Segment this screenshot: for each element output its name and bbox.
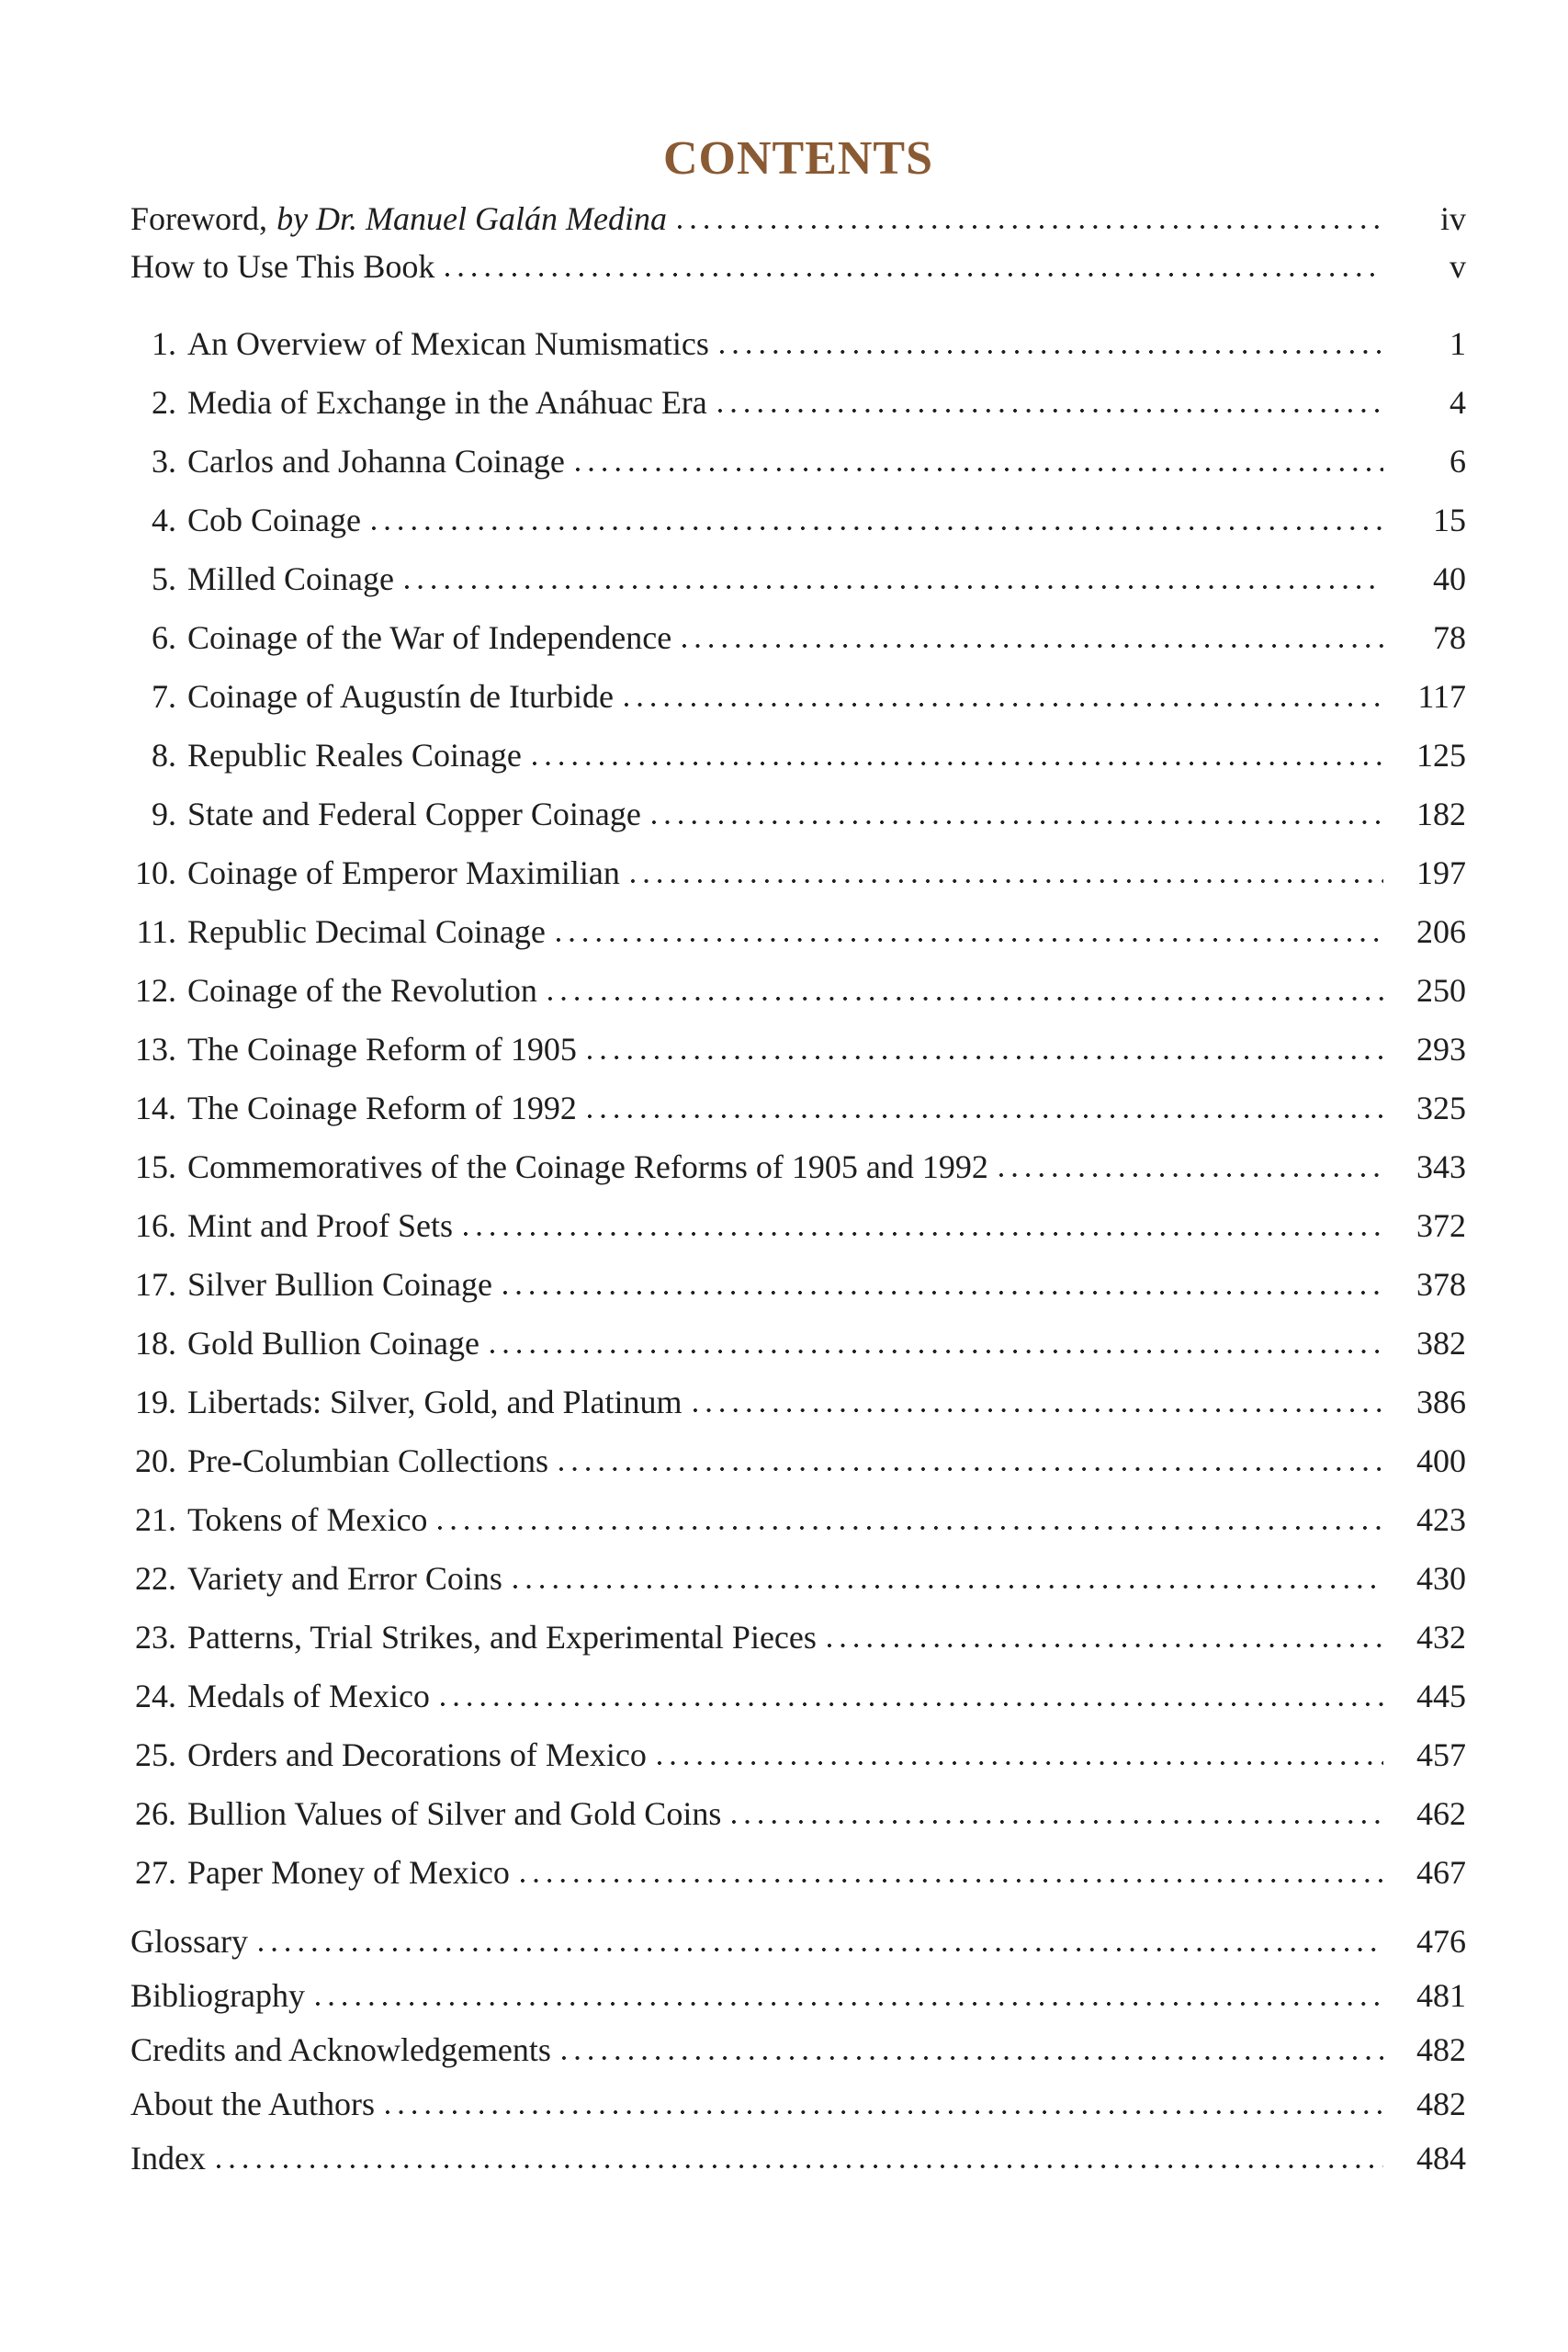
page-number: 40 [1433, 560, 1466, 597]
toc-entry [130, 1969, 1466, 2023]
dot-leader [588, 1114, 1383, 1119]
entry-title: Coinage of the War of Independence [187, 619, 672, 656]
page-number: 481 [1416, 1977, 1466, 2014]
chapter-number: 12. [135, 972, 176, 1009]
page-number: 182 [1416, 796, 1466, 832]
entry-title-italic: by Dr. Manuel Galán Medina [276, 200, 667, 237]
entry-title: Paper Money of Mexico [187, 1854, 510, 1891]
dot-leader [503, 1290, 1383, 1295]
entry-title: Patterns, Trial Strikes, and Experimental Pieces [187, 1619, 817, 1656]
entry-title: The Coinage Reform of 1905 [187, 1031, 577, 1068]
chapter-number: 16. [135, 1207, 176, 1244]
chapter-number: 24. [135, 1678, 176, 1714]
dot-leader [464, 1231, 1383, 1237]
chapter-number: 5. [152, 560, 176, 597]
toc-entry [130, 902, 1466, 961]
entry-title: Tokens of Mexico [187, 1501, 428, 1538]
entry-title: Medals of Mexico [187, 1678, 430, 1714]
dot-leader [658, 1760, 1383, 1766]
dot-leader [625, 702, 1383, 707]
dot-leader [548, 996, 1383, 1001]
entry-title: Index [130, 2140, 206, 2177]
chapter-number: 9. [152, 796, 176, 832]
page-number: 423 [1416, 1501, 1466, 1538]
page-number: 482 [1416, 2086, 1466, 2122]
chapter-number: 2. [152, 384, 176, 421]
entry-title: Foreword, [130, 200, 267, 237]
page-number: 400 [1416, 1442, 1466, 1479]
dot-leader [732, 1819, 1383, 1825]
dot-leader [720, 349, 1383, 355]
dot-leader [316, 2001, 1383, 2007]
page-number: 430 [1416, 1560, 1466, 1597]
toc-entry [130, 1431, 1466, 1490]
chapter-number: 11. [136, 913, 176, 950]
chapter-number: 7. [152, 678, 176, 715]
toc-entry [130, 843, 1466, 902]
toc-entry [130, 1784, 1466, 1843]
chapter-number: 1. [152, 325, 176, 362]
entry-title: Variety and Error Coins [187, 1560, 502, 1597]
page-number: 197 [1416, 854, 1466, 891]
page-number: 1 [1450, 325, 1466, 362]
entry-title: Pre-Columbian Collections [187, 1442, 548, 1479]
dot-leader [259, 1947, 1383, 1952]
toc-entry [130, 1843, 1466, 1902]
dot-leader [678, 224, 1383, 230]
entry-title: Commemoratives of the Coinage Reforms of 1905 and 1992 [187, 1148, 988, 1185]
page-number: 78 [1433, 619, 1466, 656]
dot-leader [576, 467, 1383, 472]
chapter-number: 13. [135, 1031, 176, 1068]
chapter-number: 4. [152, 502, 176, 538]
entry-title: The Coinage Reform of 1992 [187, 1090, 577, 1126]
chapter-number: 15. [135, 1148, 176, 1185]
page-number: 325 [1416, 1090, 1466, 1126]
page-number: v [1450, 248, 1466, 285]
toc-entry [130, 1079, 1466, 1137]
toc-front-matter [130, 195, 1466, 290]
toc-chapters [130, 314, 1466, 1902]
dot-leader [682, 643, 1383, 649]
toc-entry [130, 1667, 1466, 1725]
chapter-number: 20. [135, 1442, 176, 1479]
chapter-number: 26. [135, 1795, 176, 1832]
page-number: 250 [1416, 972, 1466, 1009]
chapter-number: 17. [135, 1266, 176, 1303]
toc-entry [130, 1314, 1466, 1373]
entry-title: About the Authors [130, 2086, 375, 2122]
dot-leader [513, 1584, 1383, 1589]
toc-entry [130, 1915, 1466, 1969]
page-number: 117 [1417, 678, 1466, 715]
page-number: 462 [1416, 1795, 1466, 1832]
toc-entry [130, 785, 1466, 843]
entry-title: Republic Reales Coinage [187, 737, 522, 774]
page-number: 457 [1416, 1736, 1466, 1773]
toc-entry [130, 1725, 1466, 1784]
toc-entry [130, 1196, 1466, 1255]
page-number: 445 [1416, 1678, 1466, 1714]
chapter-number: 22. [135, 1560, 176, 1597]
dot-leader [386, 2109, 1383, 2115]
toc-entry [130, 961, 1466, 1020]
toc-entry [130, 314, 1466, 373]
entry-title: Coinage of the Revolution [187, 972, 537, 1009]
page-number: 372 [1416, 1207, 1466, 1244]
page-number: iv [1439, 200, 1466, 237]
chapter-number: 27. [135, 1854, 176, 1891]
entry-title: Gold Bullion Coinage [187, 1325, 479, 1362]
dot-leader [521, 1878, 1383, 1883]
dot-leader [441, 1702, 1383, 1707]
dot-leader [533, 761, 1383, 766]
toc-entry [130, 195, 1466, 243]
entry-title: Coinage of Augustín de Iturbide [187, 678, 614, 715]
page-number: 386 [1416, 1384, 1466, 1420]
chapter-number: 14. [135, 1090, 176, 1126]
toc-entry [130, 549, 1466, 608]
entry-title: Carlos and Johanna Coinage [187, 443, 565, 480]
entry-title: An Overview of Mexican Numismatics [187, 325, 709, 362]
page-number: 482 [1416, 2031, 1466, 2068]
page-number: 6 [1450, 443, 1466, 480]
toc-entry [130, 1373, 1466, 1431]
page-number: 378 [1416, 1266, 1466, 1303]
toc-back-matter [130, 1915, 1466, 2186]
page-number: 293 [1416, 1031, 1466, 1068]
entry-title: Credits and Acknowledgements [130, 2031, 551, 2068]
chapter-number: 25. [135, 1736, 176, 1773]
toc-entry [130, 432, 1466, 491]
entry-title: Milled Coinage [187, 560, 394, 597]
toc-entry [130, 667, 1466, 726]
entry-title: How to Use This Book [130, 248, 435, 285]
dot-leader [588, 1055, 1383, 1060]
dot-leader [694, 1408, 1384, 1413]
entry-title: Glossary [130, 1923, 248, 1960]
page-number: 4 [1450, 384, 1466, 421]
toc-entry [130, 2023, 1466, 2077]
dot-leader [405, 584, 1383, 590]
entry-title: Republic Decimal Coinage [187, 913, 546, 950]
dot-leader [562, 2055, 1383, 2061]
page-number: 467 [1416, 1854, 1466, 1891]
entry-title: Bibliography [130, 1977, 305, 2014]
chapter-number: 8. [152, 737, 176, 774]
chapter-number: 23. [135, 1619, 176, 1656]
page-number: 432 [1416, 1619, 1466, 1656]
dot-leader [559, 1466, 1383, 1472]
toc-entry [130, 373, 1466, 432]
dot-leader [652, 820, 1383, 825]
chapter-number: 10. [135, 854, 176, 891]
chapter-number: 6. [152, 619, 176, 656]
page-number: 382 [1416, 1325, 1466, 1362]
dot-leader [631, 878, 1383, 884]
dot-leader [491, 1349, 1383, 1354]
page-number: 343 [1416, 1148, 1466, 1185]
entry-title: Mint and Proof Sets [187, 1207, 454, 1244]
dot-leader [828, 1643, 1383, 1648]
toc-entry [130, 608, 1466, 667]
toc-entry [130, 2077, 1466, 2132]
toc-entry [130, 2132, 1466, 2186]
toc-entry [130, 726, 1466, 785]
page-number: 484 [1416, 2140, 1466, 2177]
dot-leader [999, 1172, 1383, 1178]
entry-title: Silver Bullion Coinage [187, 1266, 492, 1303]
toc-entry [130, 1020, 1466, 1079]
entry-title: Media of Exchange in the Anáhuac Era [187, 384, 707, 421]
toc-entry [130, 1490, 1466, 1549]
dot-leader [217, 2164, 1383, 2169]
entry-title: Cob Coinage [187, 502, 361, 538]
toc-entry [130, 243, 1466, 290]
chapter-number: 3. [152, 443, 176, 480]
toc-entry [130, 491, 1466, 549]
toc-entry [130, 1608, 1466, 1667]
chapter-number: 19. [135, 1384, 176, 1420]
dot-leader [557, 937, 1383, 943]
page-number: 206 [1416, 913, 1466, 950]
entry-title: State and Federal Copper Coinage [187, 796, 641, 832]
page-number: 476 [1416, 1923, 1466, 1960]
chapter-number: 21. [135, 1501, 176, 1538]
entry-title: Libertads: Silver, Gold, and Platinum [187, 1384, 682, 1420]
page-number: 125 [1416, 737, 1466, 774]
entry-title: Bullion Values of Silver and Gold Coins [187, 1795, 722, 1832]
dot-leader [372, 526, 1383, 531]
dot-leader [446, 272, 1383, 277]
entry-title: Coinage of Emperor Maximilian [187, 854, 620, 891]
dot-leader [438, 1525, 1383, 1531]
dot-leader [718, 408, 1383, 413]
page-title: CONTENTS [662, 132, 934, 185]
entry-title: Orders and Decorations of Mexico [187, 1736, 647, 1773]
toc-entry [130, 1137, 1466, 1196]
chapter-number: 18. [135, 1325, 176, 1362]
page-number: 15 [1433, 502, 1466, 538]
toc-entry [130, 1255, 1466, 1314]
toc-entry [130, 1549, 1466, 1608]
